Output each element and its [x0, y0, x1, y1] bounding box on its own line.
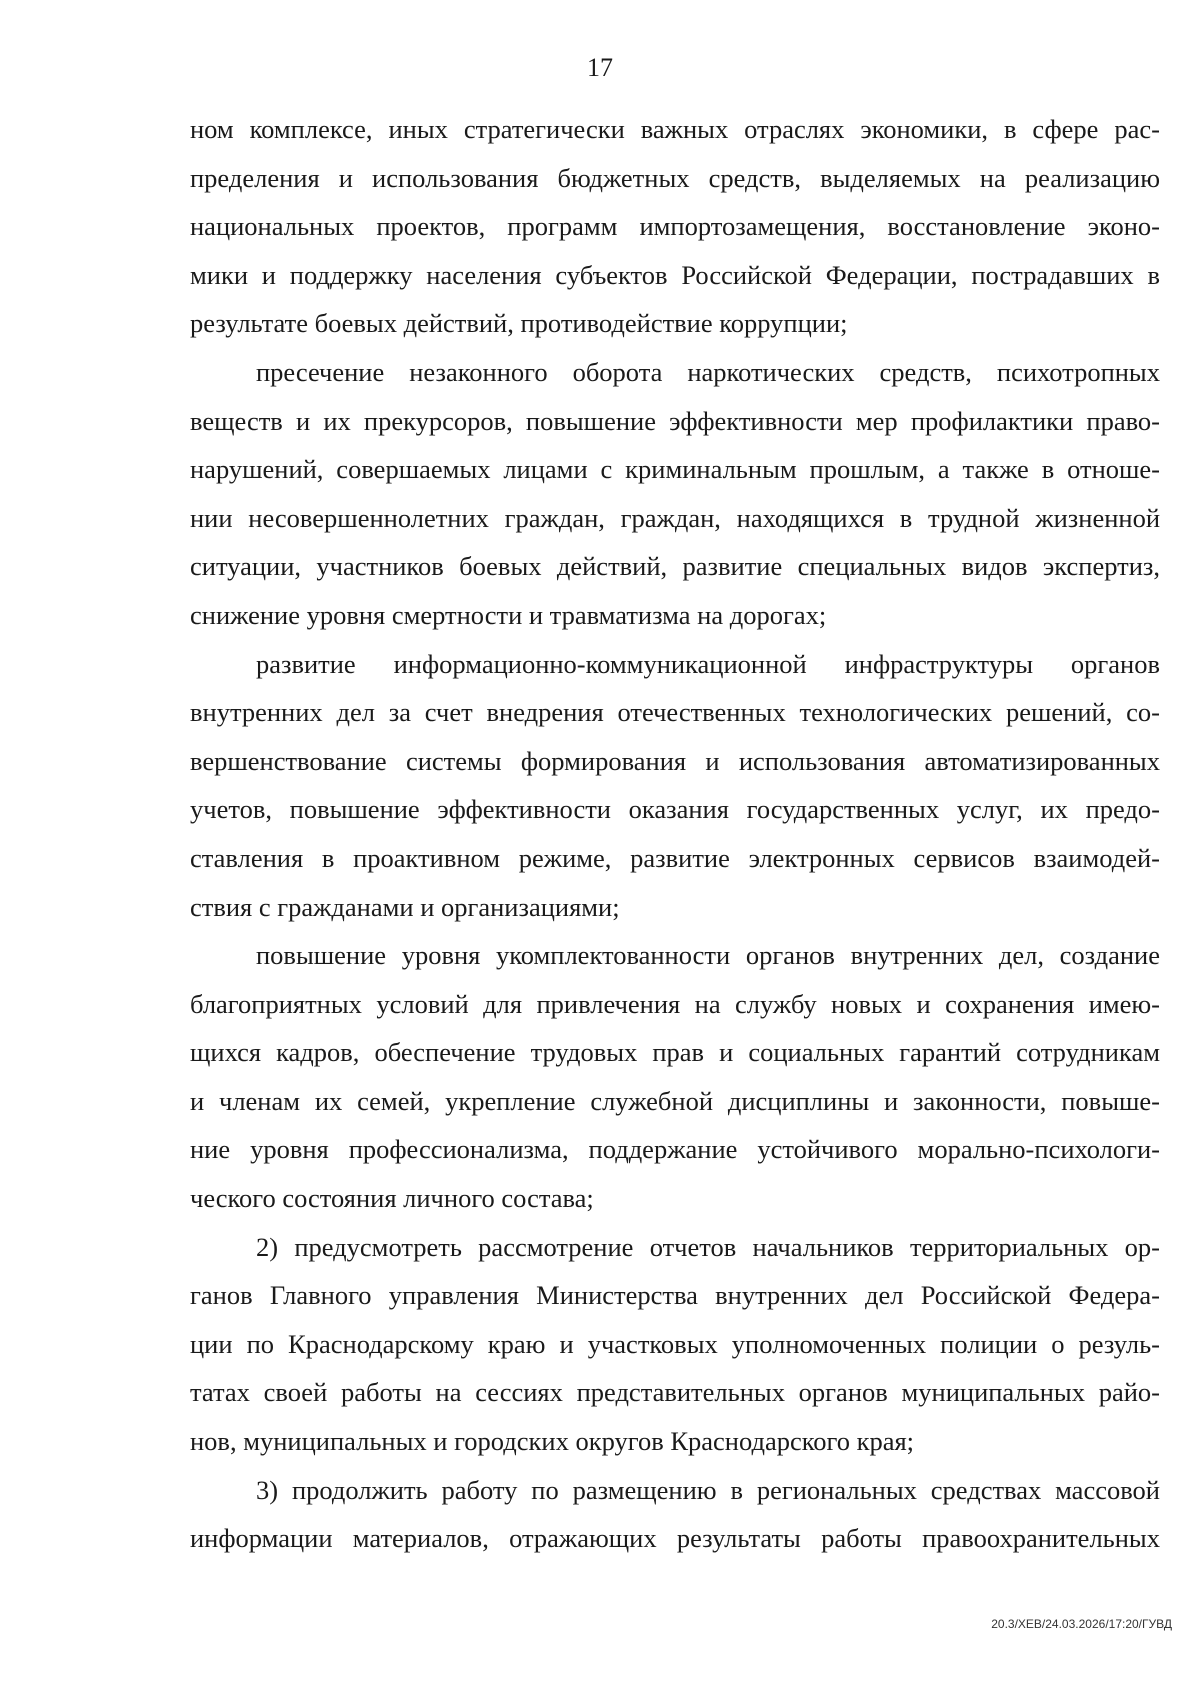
- text-line: ставления в проактивном режиме, развитие электронных сервисов взаимодей-: [190, 842, 1160, 873]
- text-line: ческого состояния личного состава;: [190, 1183, 594, 1214]
- text-line: мики и поддержку населения субъектов Российской Федерации, пострадавших в: [190, 259, 1160, 290]
- text-line: учетов, повышение эффективности оказания государственных услуг, их предо-: [190, 794, 1160, 825]
- text-line: снижение уровня смертности и травматизма на дорогах;: [190, 599, 827, 630]
- text-line: внутренних дел за счет внедрения отечественных технологических решений, со-: [190, 697, 1160, 728]
- text-line: нии несовершеннолетних граждан, граждан, находящихся в трудной жизненной: [190, 502, 1160, 533]
- text-line: результате боевых действий, противодействие коррупции;: [190, 308, 848, 339]
- text-line: 2) предусмотреть рассмотрение отчетов начальников территориальных ор-: [256, 1231, 1160, 1262]
- text-line: развитие информационно-коммуникационной инфраструктуры органов: [256, 648, 1160, 679]
- text-line: нарушений, совершаемых лицами с криминальным прошлым, а также в отноше-: [190, 454, 1160, 485]
- text-line: щихся кадров, обеспечение трудовых прав и социальных гарантий сотрудникам: [190, 1037, 1160, 1068]
- text-line: ганов Главного управления Министерства внутренних дел Российской Федера-: [190, 1280, 1160, 1311]
- text-line: ситуации, участников боевых действий, развитие специальных видов экспертиз,: [190, 551, 1160, 582]
- text-line: национальных проектов, программ импортозамещения, восстановление эконо-: [190, 211, 1160, 242]
- text-line: информации материалов, отражающих результаты работы правоохранительных: [190, 1523, 1160, 1554]
- text-line: ном комплексе, иных стратегически важных отраслях экономики, в сфере рас-: [190, 114, 1160, 144]
- text-line: нов, муниципальных и городских округов Краснодарского края;: [190, 1426, 915, 1457]
- text-line: вершенствование системы формирования и использования автоматизированных: [190, 745, 1160, 776]
- text-line: ции по Краснодарскому краю и участковых уполномоченных полиции о резуль-: [190, 1328, 1160, 1359]
- text-line: татах своей работы на сессиях представительных органов муниципальных райо-: [190, 1377, 1160, 1408]
- text-line: ние уровня профессионализма, поддержание устойчивого морально-психологи-: [190, 1134, 1160, 1165]
- text-line: ствия с гражданами и организациями;: [190, 891, 620, 922]
- body-text: [190, 105, 1160, 1563]
- text-line: 3) продолжить работу по размещению в региональных средствах массовой: [256, 1474, 1160, 1505]
- text-line: пресечение незаконного оборота наркотических средств, психотропных: [256, 356, 1160, 387]
- text-line: веществ и их прекурсоров, повышение эффективности мер профилактики право-: [190, 405, 1160, 436]
- page-number: 17: [587, 53, 613, 82]
- text-line: пределения и использования бюджетных средств, выделяемых на реализацию: [190, 162, 1160, 193]
- registration-stamp: 20.3/ХЕВ/24.03.2026/17:20/ГУВД: [991, 1617, 1172, 1631]
- text-line: повышение уровня укомплектованности органов внутренних дел, создание: [256, 940, 1160, 971]
- text-line: благоприятных условий для привлечения на службу новых и сохранения имею-: [190, 988, 1160, 1019]
- text-line: и членам их семей, укрепление служебной дисциплины и законности, повыше-: [190, 1085, 1160, 1116]
